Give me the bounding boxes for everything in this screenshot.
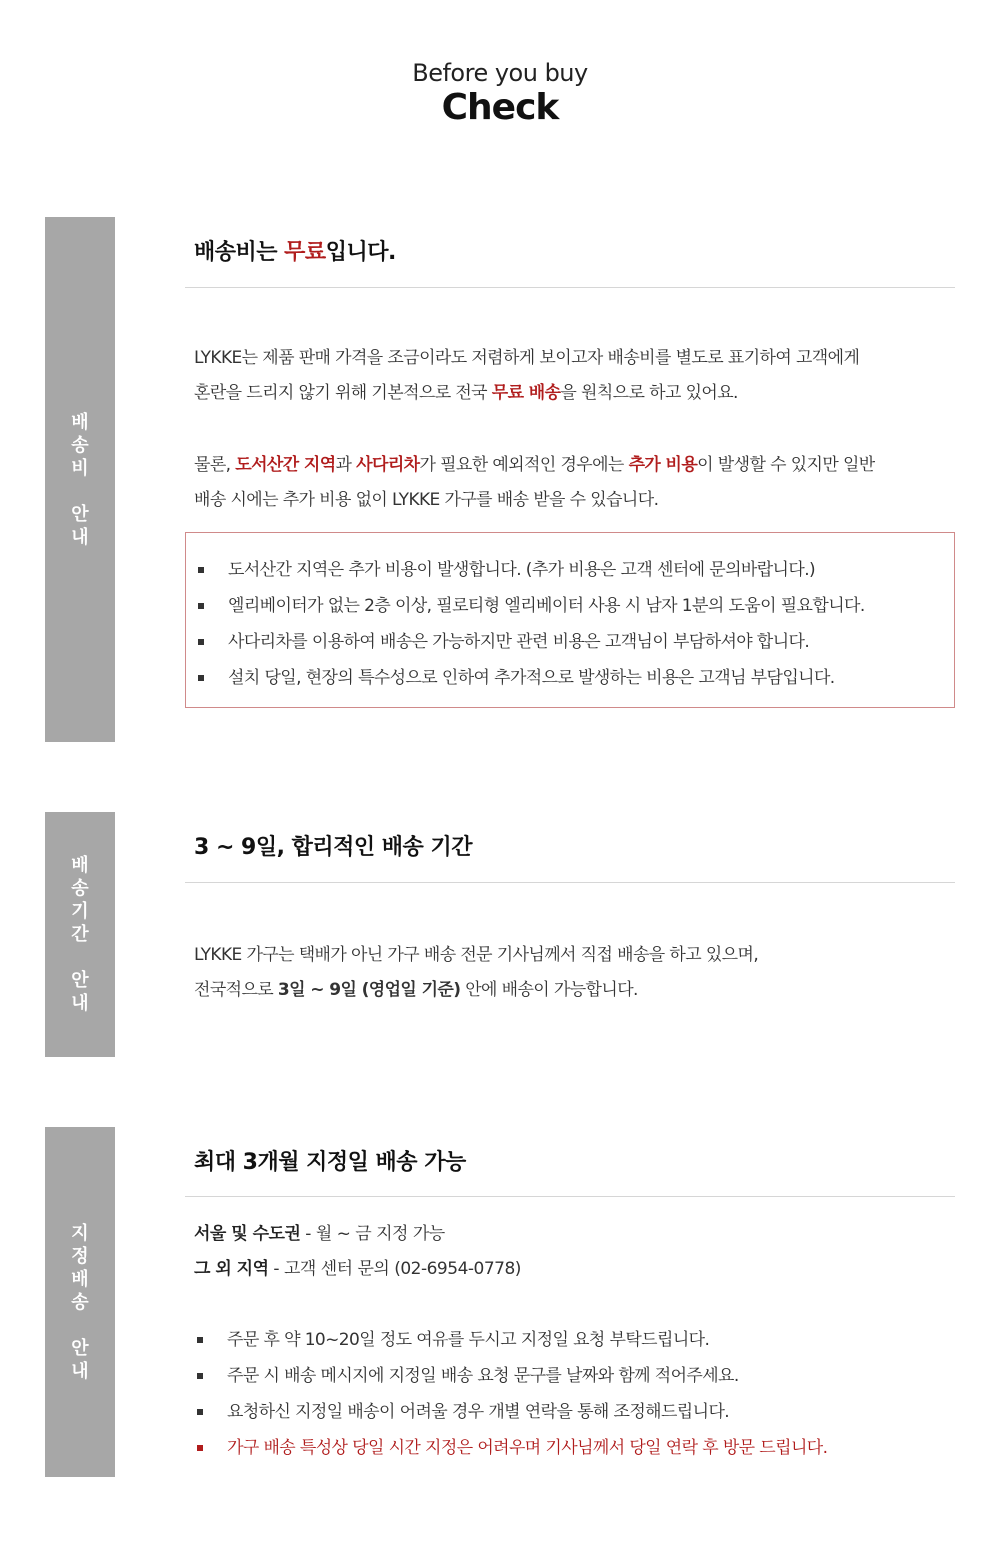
highlight-text: 사다리차	[356, 455, 420, 475]
list-item-warning	[185, 1430, 955, 1466]
section-heading: 3 ~ 9일, 합리적인 배송 기간	[194, 835, 472, 860]
side-label-box	[45, 217, 115, 742]
side-label-box	[45, 812, 115, 1057]
text: 혼란을 드리지 않기 위해 기본적으로 전국	[194, 383, 492, 403]
page-title: Check	[441, 87, 559, 128]
bullet-icon	[198, 675, 204, 681]
region-info: - 고객 센터 문의 (02-6954-0778)	[268, 1259, 521, 1279]
text-line	[194, 376, 954, 411]
region-name: 그 외 지역	[194, 1259, 269, 1279]
side-label-box	[45, 1127, 115, 1477]
list-item	[185, 1322, 955, 1358]
divider	[185, 1196, 955, 1197]
list-item-text: 도서산간 지역은 추가 비용이 발생합니다. (추가 비용은 고객 센터에 문의바랍니다.)	[228, 560, 816, 580]
region-seoul	[194, 1217, 445, 1252]
text-line: 배송 시에는 추가 비용 없이 LYKKE 가구를 배송 받을 수 있습니다.	[194, 490, 659, 510]
bullet-icon	[198, 567, 204, 573]
section-scheduled-delivery	[0, 1127, 1000, 1477]
schedule-notes-list	[185, 1322, 955, 1466]
notice-box	[185, 532, 955, 708]
list-item-text: 주문 후 약 10~20일 정도 여유를 두시고 지정일 요청 부탁드립니다.	[227, 1330, 710, 1350]
section-heading	[194, 235, 396, 266]
highlight-text: 무료 배송	[491, 383, 561, 403]
heading-text: 입니다.	[325, 240, 396, 265]
text-line	[194, 973, 954, 1008]
list-item	[186, 552, 954, 588]
heading-highlight: 무료	[284, 240, 326, 265]
text: 을 원칙으로 하고 있어요.	[560, 383, 738, 403]
highlight-text: 추가 비용	[628, 455, 698, 475]
list-item-text: 주문 시 배송 메시지에 지정일 배송 요청 문구를 날짜와 함께 적어주세요.	[227, 1366, 739, 1386]
list-item-text: 엘리베이터가 없는 2층 이상, 필로티형 엘리베이터 사용 시 남자 1분의 도움이 필요합니다.	[228, 596, 865, 616]
region-info: - 월 ~ 금 지정 가능	[300, 1224, 445, 1244]
bullet-icon	[197, 1337, 203, 1343]
section-content	[185, 812, 955, 1057]
list-item-text: 요청하신 지정일 배송이 어려울 경우 개별 연락을 통해 조정해드립니다.	[227, 1402, 730, 1422]
side-label: 배 송 기 간 안 내	[71, 855, 89, 1014]
list-item	[186, 588, 954, 624]
bullet-icon	[198, 639, 204, 645]
list-item	[186, 660, 954, 696]
text: 가 필요한 예외적인 경우에는	[419, 455, 629, 475]
paragraph-free-shipping	[194, 341, 954, 411]
text: 물론,	[194, 455, 236, 475]
list-item-text: 가구 배송 특성상 당일 시간 지정은 어려우며 기사님께서 당일 연락 후 방문 드립니다.	[227, 1438, 828, 1458]
side-label: 지 정 배 송 안 내	[71, 1222, 89, 1382]
heading-text: 배송비는	[194, 240, 285, 265]
section-heading: 최대 3개월 지정일 배송 가능	[194, 1150, 466, 1175]
bullet-icon	[197, 1445, 203, 1451]
bullet-icon	[198, 603, 204, 609]
text-line	[194, 448, 954, 483]
section-content	[185, 217, 955, 742]
text: 안에 배송이 가능합니다.	[460, 980, 638, 1000]
bullet-icon	[197, 1373, 203, 1379]
list-item-text: 설치 당일, 현장의 특수성으로 인하여 추가적으로 발생하는 비용은 고객님 부담입니다.	[228, 668, 835, 688]
bold-text: 3일 ~ 9일 (영업일 기준)	[277, 980, 461, 1000]
text: 이 발생할 수 있지만 일반	[697, 455, 875, 475]
list-item	[185, 1394, 955, 1430]
text-line: LYKKE는 제품 판매 가격을 조금이라도 저렴하게 보이고자 배송비를 별도로 표기하여 고객에게	[194, 348, 860, 368]
list-item	[186, 624, 954, 660]
page-subtitle: Before you buy	[412, 59, 588, 87]
paragraph-delivery-period	[194, 938, 954, 1008]
text: 전국적으로	[194, 980, 278, 1000]
divider	[185, 287, 955, 288]
bullet-icon	[197, 1409, 203, 1415]
list-item	[185, 1358, 955, 1394]
text: 과	[335, 455, 357, 475]
region-other	[194, 1252, 521, 1287]
section-shipping-fee	[0, 217, 1000, 742]
side-label: 배 송 비 안 내	[71, 411, 89, 548]
highlight-text: 도서산간 지역	[235, 455, 336, 475]
text-line: LYKKE 가구는 택배가 아닌 가구 배송 전문 기사님께서 직접 배송을 하고 있으며,	[194, 945, 759, 965]
section-delivery-period	[0, 812, 1000, 1057]
divider	[185, 882, 955, 883]
paragraph-exceptions	[194, 448, 954, 518]
page-header	[0, 58, 1000, 128]
region-name: 서울 및 수도권	[194, 1224, 301, 1244]
list-item-text: 사다리차를 이용하여 배송은 가능하지만 관련 비용은 고객님이 부담하셔야 합니다.	[228, 632, 810, 652]
notice-list	[186, 552, 954, 696]
section-content	[185, 1127, 955, 1477]
